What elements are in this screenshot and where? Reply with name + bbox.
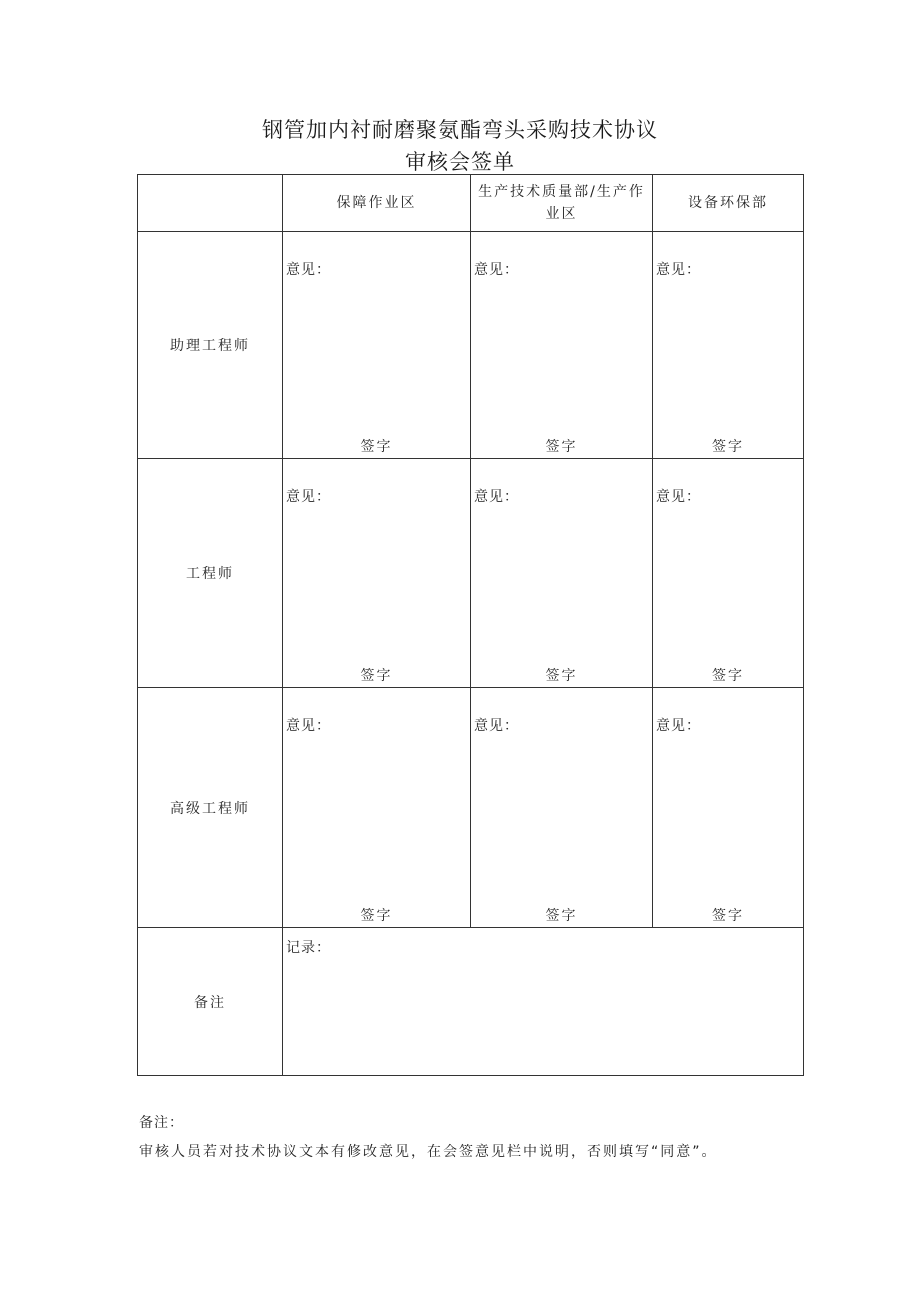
opinion-label: 意见： xyxy=(656,489,701,505)
signature-label: 签字 xyxy=(360,908,393,924)
document-title: 钢管加内衬耐磨聚氨酯弯头采购技术协议 xyxy=(262,118,658,142)
opinion-label: 意见： xyxy=(474,718,519,734)
role-label-engineer: 工程师 xyxy=(138,459,283,688)
signature-label: 签字 xyxy=(545,908,578,924)
role-row-engineer xyxy=(138,459,804,688)
signature-label: 签字 xyxy=(712,908,744,924)
header-dept-1: 保障作业区 xyxy=(283,175,471,232)
role-label-assistant-engineer: 助理工程师 xyxy=(138,232,283,459)
signature-label: 签字 xyxy=(545,439,578,455)
opinion-label: 意见： xyxy=(286,718,331,734)
signature-label: 签字 xyxy=(360,439,393,455)
opinion-label: 意见： xyxy=(656,262,701,278)
signature-label: 签字 xyxy=(712,668,744,684)
footnote-title: 备注： xyxy=(139,1115,184,1131)
opinion-label: 意见： xyxy=(286,262,331,278)
opinion-label: 意见： xyxy=(474,489,519,505)
remark-row xyxy=(138,928,804,1076)
opinion-cell[interactable] xyxy=(653,232,804,459)
review-signoff-table xyxy=(137,174,804,1076)
header-corner-cell xyxy=(138,175,283,232)
opinion-cell[interactable] xyxy=(283,232,471,459)
record-label: 记录： xyxy=(286,940,331,956)
document-subtitle: 审核会签单 xyxy=(405,150,515,174)
role-row-assistant-engineer xyxy=(138,232,804,459)
opinion-cell[interactable] xyxy=(653,688,804,928)
remark-record-cell[interactable] xyxy=(283,928,804,1076)
role-label-senior-engineer: 高级工程师 xyxy=(138,688,283,928)
signature-label: 签字 xyxy=(712,439,744,455)
remark-label: 备注 xyxy=(138,928,283,1076)
opinion-cell[interactable] xyxy=(653,459,804,688)
header-row xyxy=(138,175,804,232)
opinion-cell[interactable] xyxy=(283,688,471,928)
opinion-label: 意见： xyxy=(474,262,519,278)
opinion-cell[interactable] xyxy=(471,688,653,928)
opinion-label: 意见： xyxy=(656,718,701,734)
header-dept-2: 生产技术质量部/生产作业区 xyxy=(471,175,653,232)
footnote-text: 审核人员若对技术协议文本有修改意见，在会签意见栏中说明，否则填写“同意”。 xyxy=(139,1144,718,1160)
signature-label: 签字 xyxy=(545,668,578,684)
opinion-cell[interactable] xyxy=(283,459,471,688)
header-dept-3: 设备环保部 xyxy=(653,175,804,232)
opinion-cell[interactable] xyxy=(471,232,653,459)
opinion-label: 意见： xyxy=(286,489,331,505)
role-row-senior-engineer xyxy=(138,688,804,928)
signature-label: 签字 xyxy=(360,668,393,684)
opinion-cell[interactable] xyxy=(471,459,653,688)
